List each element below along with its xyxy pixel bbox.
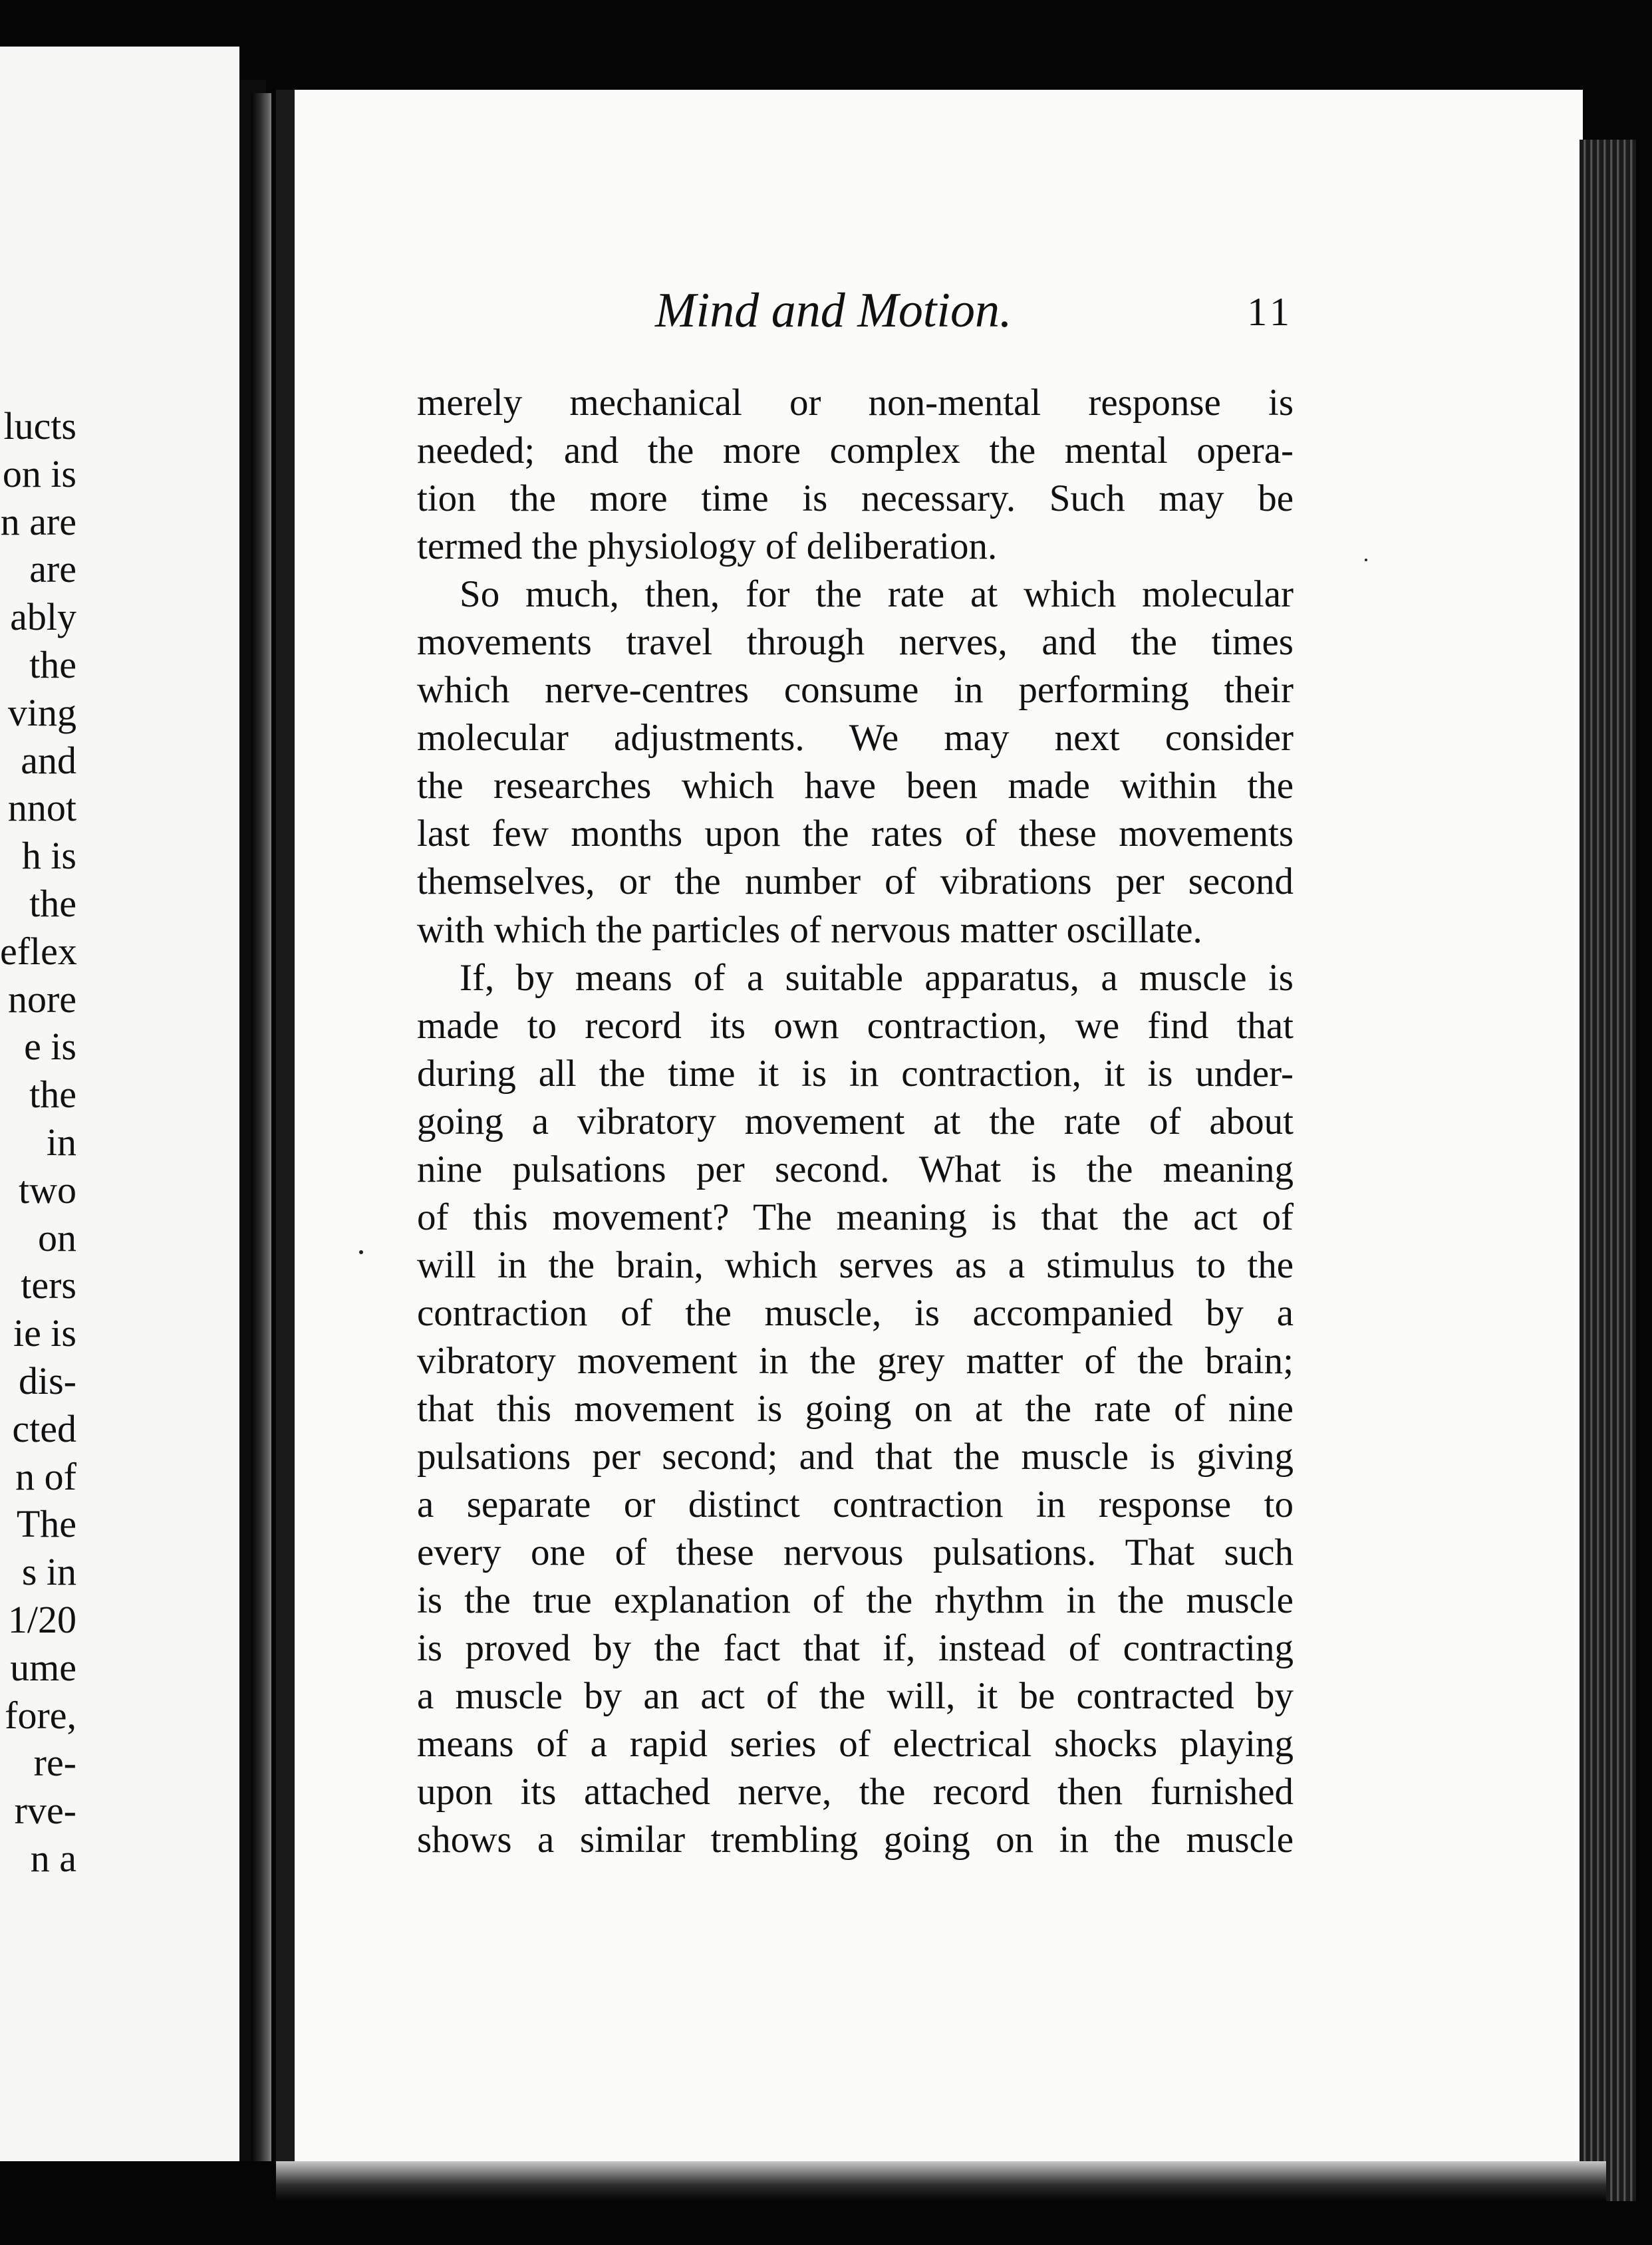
left-page-line: fore,	[5, 1693, 76, 1737]
text-line: is the true explanation of the rhythm in the muscle	[417, 1579, 1294, 1622]
text-line: molecular adjustments. We may next consider	[417, 717, 1294, 759]
left-page-line: The	[16, 1502, 76, 1546]
text-line: If, by means of a suitable apparatus, a muscle is	[460, 956, 1294, 999]
left-page-line: the	[29, 642, 76, 686]
text-line: merely mechanical or non-mental response is	[417, 382, 1294, 424]
text-line: shows a similar trembling going on in the muscle	[417, 1819, 1294, 1861]
text-line: So much, then, for the rate at which molecular	[460, 573, 1294, 616]
text-line: with which the particles of nervous matter oscillate.	[417, 908, 1202, 951]
left-page-line: nore	[7, 977, 76, 1021]
text-line: a separate or distinct contraction in response to	[417, 1484, 1294, 1526]
left-page-line: the	[29, 1073, 76, 1117]
running-head	[416, 283, 1294, 349]
text-line: the researches which have been made within the	[417, 765, 1294, 807]
text-line: made to record its own contraction, we find that	[417, 1004, 1294, 1047]
left-page-line: 1/20	[7, 1597, 76, 1641]
left-page-line: ably	[10, 595, 76, 639]
left-page-line: and	[21, 738, 76, 782]
scan-speck	[1365, 559, 1367, 561]
text-line: means of a rapid series of electrical shocks playing	[417, 1723, 1294, 1766]
left-page-text	[0, 402, 239, 1883]
text-line: tion the more time is necessary. Such may be	[417, 477, 1294, 520]
text-line: themselves, or the number of vibrations per second	[417, 860, 1294, 903]
scan-speck	[359, 1250, 363, 1254]
left-page-line: e is	[24, 1025, 76, 1069]
text-line: which nerve-centres consume in performing their	[417, 669, 1294, 712]
page-edge-stack	[1580, 140, 1636, 2201]
text-line: nine pulsations per second. What is the meaning	[417, 1148, 1294, 1190]
text-line: upon its attached nerve, the record then furnished	[417, 1771, 1294, 1813]
text-line: a muscle by an act of the will, it be contracted by	[417, 1675, 1294, 1718]
text-line: going a vibratory movement at the rate of about	[417, 1100, 1294, 1142]
text-line: will in the brain, which serves as a stimulus to the	[417, 1244, 1294, 1286]
left-page-line: in	[46, 1120, 76, 1164]
left-page-line: h is	[21, 834, 76, 878]
text-line: contraction of the muscle, is accompanied by a	[417, 1291, 1294, 1334]
body-text	[417, 379, 1294, 1864]
text-line: needed; and the more complex the mental opera-	[417, 430, 1294, 472]
page-bottom-shadow	[276, 2161, 1606, 2201]
text-line: vibratory movement in the grey matter of the brain;	[417, 1339, 1294, 1382]
left-page-line: ving	[7, 690, 76, 734]
left-page-fragment	[0, 47, 239, 2161]
left-page-line: ie is	[13, 1311, 76, 1355]
text-line: of this movement? The meaning is that the act of	[417, 1196, 1294, 1238]
left-page-line: dis-	[19, 1359, 76, 1402]
text-line: last few months upon the rates of these movements	[417, 813, 1294, 855]
text-line: that this movement is going on at the rate of nine	[417, 1387, 1294, 1430]
left-page-line: on	[38, 1216, 76, 1259]
left-page-line: rve-	[14, 1789, 76, 1833]
left-page-line: re-	[33, 1741, 76, 1785]
left-page-line: n of	[15, 1454, 76, 1498]
left-page-line: nnot	[7, 786, 76, 830]
left-page-line: the	[29, 881, 76, 925]
page-number: 11	[1247, 290, 1294, 334]
left-page-line: on is	[2, 452, 76, 495]
text-line: movements travel through nerves, and the times	[417, 621, 1294, 664]
text-line: during all the time it is in contraction, it is under-	[417, 1052, 1294, 1095]
spine-edge	[251, 93, 271, 2161]
left-page-line: are	[29, 547, 76, 591]
left-page-line: eflex	[0, 929, 77, 973]
left-page-line: cted	[12, 1406, 76, 1450]
text-line: is proved by the fact that if, instead of contracting	[417, 1627, 1294, 1670]
left-page-line: ume	[10, 1645, 76, 1689]
left-page-line: lucts	[3, 404, 76, 448]
left-page-line: n a	[30, 1836, 76, 1880]
left-page-line: ters	[21, 1263, 76, 1307]
left-page-line: s in	[21, 1550, 76, 1594]
left-page-line: n are	[0, 499, 76, 543]
text-line: pulsations per second; and that the muscle is giving	[417, 1436, 1294, 1478]
text-line: every one of these nervous pulsations. That such	[417, 1531, 1294, 1574]
left-page-line: two	[19, 1168, 76, 1212]
running-title: Mind and Motion.	[655, 283, 1012, 338]
text-line: termed the physiology of deliberation.	[417, 525, 998, 568]
